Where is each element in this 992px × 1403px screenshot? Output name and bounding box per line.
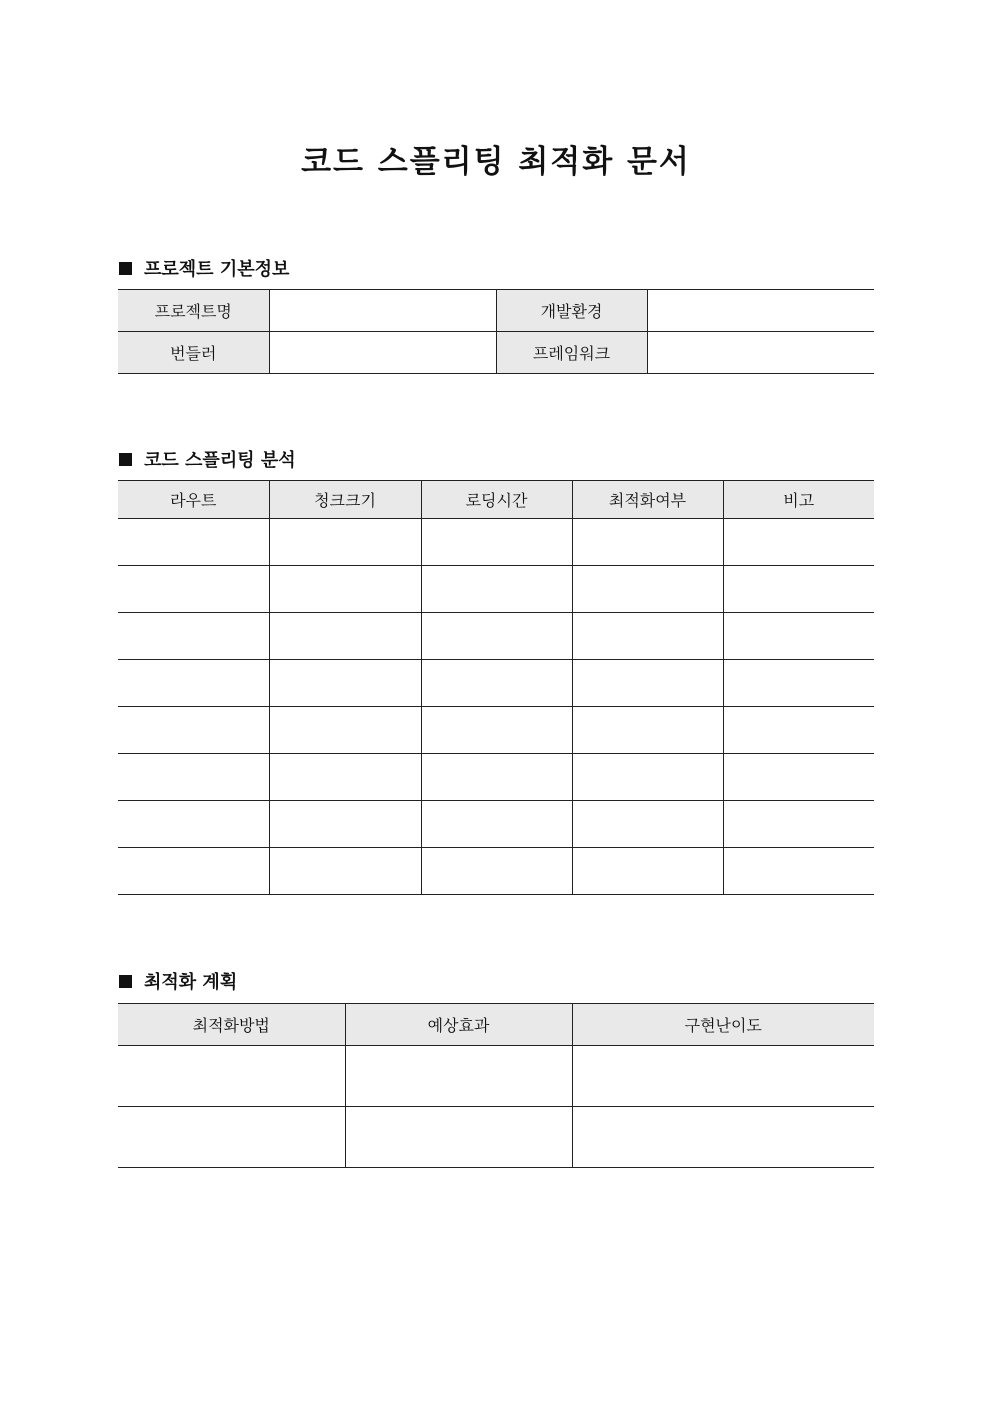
column-header-optimized: 최적화여부 [572,481,723,519]
table-cell[interactable] [421,754,572,801]
column-header-notes: 비고 [723,481,874,519]
table-cell[interactable] [118,519,269,566]
table-cell[interactable] [572,660,723,707]
table-row [118,1107,874,1168]
table-header-row [118,1004,874,1046]
column-header-expected-effect: 예상효과 [345,1004,572,1046]
label-project-name: 프로젝트명 [118,290,269,332]
table-row [118,754,874,801]
table-cell[interactable] [269,519,421,566]
table-row [118,613,874,660]
project-name-field[interactable] [269,290,496,332]
framework-field[interactable] [647,332,874,374]
section-heading-label: 코드 스플리팅 분석 [144,450,296,471]
table-cell[interactable] [118,660,269,707]
table-row [118,1046,874,1107]
table-row [118,332,874,374]
table-cell[interactable] [345,1046,572,1107]
table-cell[interactable] [572,1107,874,1168]
table-cell[interactable] [723,566,874,613]
table-row [118,848,874,895]
table-row [118,660,874,707]
table-cell[interactable] [269,660,421,707]
table-cell[interactable] [421,801,572,848]
table-cell[interactable] [572,1046,874,1107]
section-heading-label: 최적화 계획 [144,972,238,993]
basic-info-table [118,289,874,374]
table-cell[interactable] [269,848,421,895]
table-cell[interactable] [269,566,421,613]
bundler-field[interactable] [269,332,496,374]
square-bullet-icon [119,262,132,275]
table-cell[interactable] [421,566,572,613]
table-cell[interactable] [269,707,421,754]
analysis-table [118,480,874,895]
analysis-table-body [118,519,874,895]
section-heading-plan [119,968,237,994]
column-header-load-time: 로딩시간 [421,481,572,519]
table-cell[interactable] [723,754,874,801]
table-cell[interactable] [118,1107,345,1168]
table-cell[interactable] [118,801,269,848]
table-cell[interactable] [118,754,269,801]
section-heading-basic-info [119,255,289,281]
table-row [118,801,874,848]
table-cell[interactable] [572,801,723,848]
table-cell[interactable] [118,707,269,754]
table-cell[interactable] [269,801,421,848]
table-cell[interactable] [572,707,723,754]
table-cell[interactable] [421,519,572,566]
table-cell[interactable] [269,613,421,660]
table-cell[interactable] [572,613,723,660]
table-row [118,707,874,754]
label-bundler: 번들러 [118,332,269,374]
plan-table [118,1003,874,1168]
table-cell[interactable] [345,1107,572,1168]
table-row [118,290,874,332]
table-cell[interactable] [572,519,723,566]
document-title: 코드 스플리팅 최적화 문서 [301,144,691,180]
table-cell[interactable] [723,519,874,566]
table-cell[interactable] [421,848,572,895]
column-header-chunk-size: 청크크기 [269,481,421,519]
column-header-method: 최적화방법 [118,1004,345,1046]
table-cell[interactable] [118,613,269,660]
dev-environment-field[interactable] [647,290,874,332]
table-cell[interactable] [723,801,874,848]
table-cell[interactable] [723,848,874,895]
table-cell[interactable] [572,566,723,613]
table-cell[interactable] [572,848,723,895]
table-row [118,566,874,613]
table-cell[interactable] [723,660,874,707]
table-cell[interactable] [572,754,723,801]
table-header-row [118,481,874,519]
table-cell[interactable] [421,660,572,707]
table-cell[interactable] [723,613,874,660]
table-cell[interactable] [118,566,269,613]
label-dev-environment: 개발환경 [496,290,647,332]
table-cell[interactable] [269,754,421,801]
table-cell[interactable] [118,848,269,895]
column-header-route: 라우트 [118,481,269,519]
square-bullet-icon [119,453,132,466]
column-header-difficulty: 구현난이도 [572,1004,874,1046]
table-cell[interactable] [118,1046,345,1107]
table-cell[interactable] [723,707,874,754]
table-cell[interactable] [421,613,572,660]
section-heading-analysis [119,446,296,472]
square-bullet-icon [119,975,132,988]
plan-table-body [118,1046,874,1168]
table-cell[interactable] [421,707,572,754]
section-heading-label: 프로젝트 기본정보 [144,259,290,280]
label-framework: 프레임워크 [496,332,647,374]
table-row [118,519,874,566]
